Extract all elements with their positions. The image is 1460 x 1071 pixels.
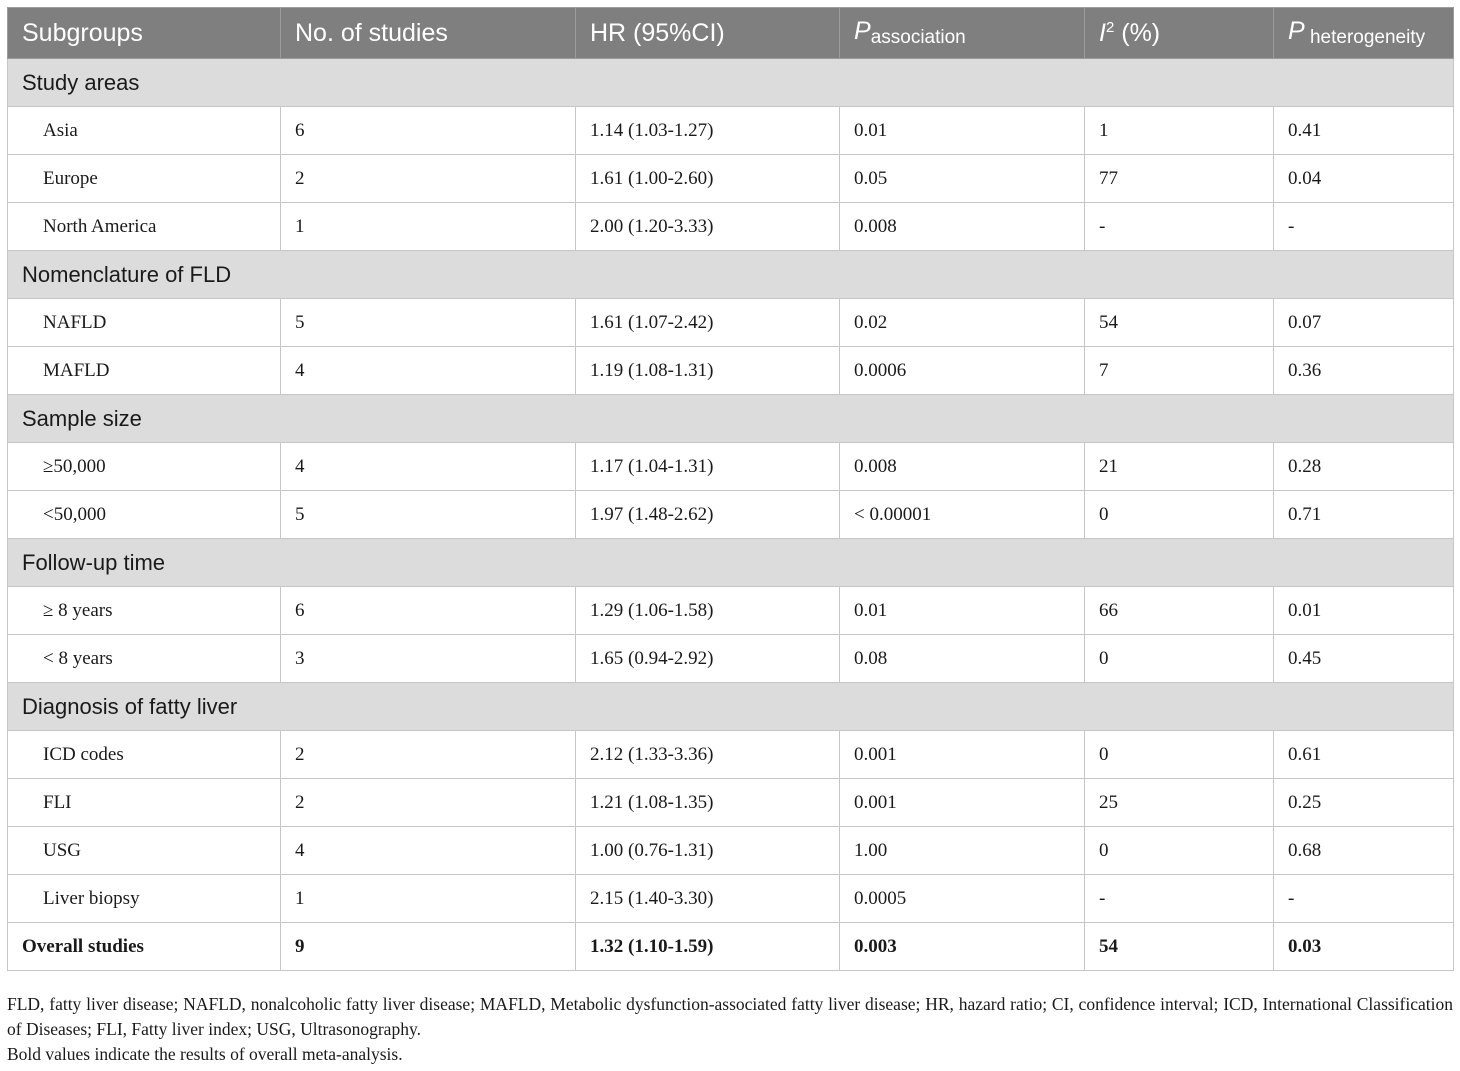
cell-subgroup: North America <box>8 203 281 251</box>
cell-hr: 1.29 (1.06-1.58) <box>576 587 840 635</box>
header-p-association: $P_{association}$ <box>840 8 1085 59</box>
section-title: Nomenclature of FLD <box>8 251 1454 299</box>
table-row <box>8 347 1454 395</box>
header-p-heterogeneity: P $_{heterogeneity}$ <box>1274 8 1454 59</box>
overall-cell-subgroup: Overall studies <box>8 923 281 971</box>
header-i2: $I^2$ (%) <box>1085 8 1274 59</box>
cell-i2: 7 <box>1085 347 1274 395</box>
cell-hr: 1.00 (0.76-1.31) <box>576 827 840 875</box>
cell-studies: 4 <box>281 443 576 491</box>
cell-studies: 2 <box>281 779 576 827</box>
header-hr: HR (95%CI) <box>576 8 840 59</box>
cell-i2: 0 <box>1085 731 1274 779</box>
cell-p-association: 0.008 <box>840 443 1085 491</box>
header-subgroups: Subgroups <box>8 8 281 59</box>
cell-i2: 25 <box>1085 779 1274 827</box>
header-no-of-studies: No. of studies <box>281 8 576 59</box>
cell-hr: 2.00 (1.20-3.33) <box>576 203 840 251</box>
cell-p-association: 1.00 <box>840 827 1085 875</box>
cell-subgroup: USG <box>8 827 281 875</box>
cell-studies: 1 <box>281 875 576 923</box>
cell-hr: 1.61 (1.00-2.60) <box>576 155 840 203</box>
cell-subgroup: < 8 years <box>8 635 281 683</box>
table-row <box>8 731 1454 779</box>
cell-subgroup: FLI <box>8 779 281 827</box>
cell-i2: 0 <box>1085 635 1274 683</box>
cell-p-heterogeneity: 0.41 <box>1274 107 1454 155</box>
cell-p-heterogeneity: 0.01 <box>1274 587 1454 635</box>
cell-hr: 2.15 (1.40-3.30) <box>576 875 840 923</box>
cell-p-heterogeneity: 0.04 <box>1274 155 1454 203</box>
overall-cell-studies: 9 <box>281 923 576 971</box>
cell-p-heterogeneity: 0.07 <box>1274 299 1454 347</box>
cell-subgroup: <50,000 <box>8 491 281 539</box>
footnote-bold-note: Bold values indicate the results of overall meta-analysis. <box>7 1044 403 1064</box>
cell-p-heterogeneity: 0.68 <box>1274 827 1454 875</box>
section-header-row <box>8 251 1454 299</box>
table-header-row <box>8 8 1454 59</box>
table-row <box>8 107 1454 155</box>
overall-cell-p-heterogeneity: 0.03 <box>1274 923 1454 971</box>
footnote-abbreviations: FLD, fatty liver disease; NAFLD, nonalcoholic fatty liver disease; MAFLD, Metabolic dysfunction-associated fatty liver disease; HR, hazard ratio; CI, confidence interval; ICD, International Classification of Diseases; FLI, Fatty liver index; USG, Ultrasonography. <box>7 994 1453 1039</box>
cell-subgroup: ≥ 8 years <box>8 587 281 635</box>
section-header-row <box>8 539 1454 587</box>
table-row <box>8 779 1454 827</box>
table-row <box>8 875 1454 923</box>
table-row <box>8 443 1454 491</box>
cell-p-heterogeneity: 0.45 <box>1274 635 1454 683</box>
section-header-row <box>8 683 1454 731</box>
cell-i2: 0 <box>1085 827 1274 875</box>
cell-p-association: 0.08 <box>840 635 1085 683</box>
cell-p-association: 0.01 <box>840 587 1085 635</box>
cell-p-heterogeneity: 0.28 <box>1274 443 1454 491</box>
subgroup-analysis-table <box>7 7 1454 971</box>
section-title: Diagnosis of fatty liver <box>8 683 1454 731</box>
cell-studies: 2 <box>281 731 576 779</box>
cell-studies: 1 <box>281 203 576 251</box>
cell-p-heterogeneity: - <box>1274 203 1454 251</box>
cell-i2: 66 <box>1085 587 1274 635</box>
cell-i2: 1 <box>1085 107 1274 155</box>
cell-p-association: 0.001 <box>840 731 1085 779</box>
cell-p-heterogeneity: - <box>1274 875 1454 923</box>
cell-subgroup: Asia <box>8 107 281 155</box>
cell-studies: 3 <box>281 635 576 683</box>
cell-subgroup: ≥50,000 <box>8 443 281 491</box>
table-row <box>8 299 1454 347</box>
cell-p-association: < 0.00001 <box>840 491 1085 539</box>
cell-hr: 1.14 (1.03-1.27) <box>576 107 840 155</box>
cell-studies: 6 <box>281 107 576 155</box>
cell-p-association: 0.01 <box>840 107 1085 155</box>
overall-cell-i2: 54 <box>1085 923 1274 971</box>
cell-hr: 1.17 (1.04-1.31) <box>576 443 840 491</box>
cell-studies: 6 <box>281 587 576 635</box>
table-row <box>8 635 1454 683</box>
cell-studies: 4 <box>281 827 576 875</box>
cell-p-heterogeneity: 0.61 <box>1274 731 1454 779</box>
cell-subgroup: Liver biopsy <box>8 875 281 923</box>
cell-p-association: 0.05 <box>840 155 1085 203</box>
cell-studies: 5 <box>281 491 576 539</box>
cell-studies: 5 <box>281 299 576 347</box>
cell-p-heterogeneity: 0.71 <box>1274 491 1454 539</box>
cell-hr: 1.65 (0.94-2.92) <box>576 635 840 683</box>
section-title: Study areas <box>8 59 1454 107</box>
cell-hr: 1.19 (1.08-1.31) <box>576 347 840 395</box>
table-row <box>8 203 1454 251</box>
cell-p-association: 0.008 <box>840 203 1085 251</box>
overall-cell-hr: 1.32 (1.10-1.59) <box>576 923 840 971</box>
cell-i2: 21 <box>1085 443 1274 491</box>
table-row <box>8 827 1454 875</box>
cell-hr: 1.61 (1.07-2.42) <box>576 299 840 347</box>
cell-p-association: 0.0005 <box>840 875 1085 923</box>
table-body <box>8 59 1454 971</box>
cell-subgroup: Europe <box>8 155 281 203</box>
table-row <box>8 491 1454 539</box>
section-title: Sample size <box>8 395 1454 443</box>
cell-i2: 54 <box>1085 299 1274 347</box>
cell-p-association: 0.0006 <box>840 347 1085 395</box>
cell-hr: 2.12 (1.33-3.36) <box>576 731 840 779</box>
cell-subgroup: ICD codes <box>8 731 281 779</box>
cell-i2: 0 <box>1085 491 1274 539</box>
cell-p-association: 0.001 <box>840 779 1085 827</box>
section-header-row <box>8 395 1454 443</box>
cell-p-heterogeneity: 0.25 <box>1274 779 1454 827</box>
cell-studies: 2 <box>281 155 576 203</box>
cell-studies: 4 <box>281 347 576 395</box>
cell-i2: - <box>1085 203 1274 251</box>
section-title: Follow-up time <box>8 539 1454 587</box>
table-row <box>8 587 1454 635</box>
overall-row <box>8 923 1454 971</box>
cell-p-association: 0.02 <box>840 299 1085 347</box>
table-row <box>8 155 1454 203</box>
cell-i2: - <box>1085 875 1274 923</box>
cell-hr: 1.21 (1.08-1.35) <box>576 779 840 827</box>
cell-i2: 77 <box>1085 155 1274 203</box>
section-header-row <box>8 59 1454 107</box>
cell-subgroup: MAFLD <box>8 347 281 395</box>
table-footnote <box>7 992 1453 1067</box>
overall-cell-p-association: 0.003 <box>840 923 1085 971</box>
cell-hr: 1.97 (1.48-2.62) <box>576 491 840 539</box>
cell-p-heterogeneity: 0.36 <box>1274 347 1454 395</box>
cell-subgroup: NAFLD <box>8 299 281 347</box>
